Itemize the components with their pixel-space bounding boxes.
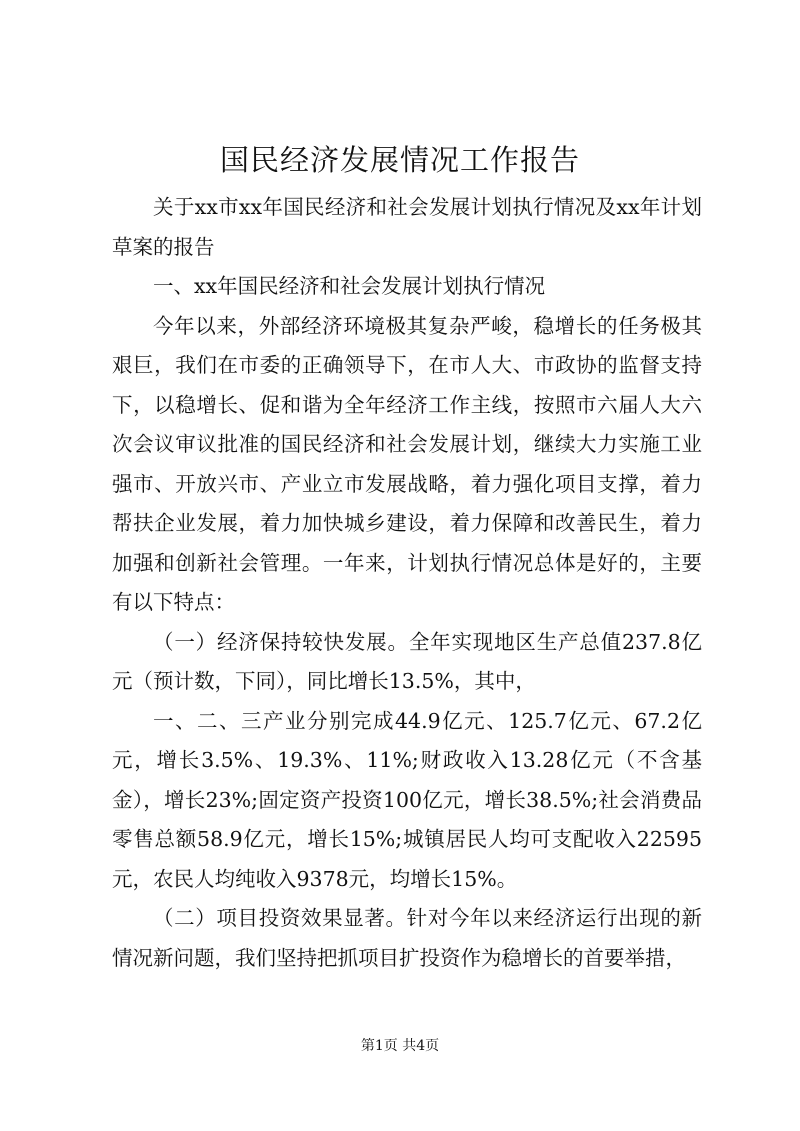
page-title: 国民经济发展情况工作报告 <box>219 143 580 177</box>
paragraph-section-one-heading: 一、xx年国民经济和社会发展计划执行情况 <box>153 274 546 298</box>
page-number-footer: 第1页 共4页 <box>360 1038 440 1054</box>
paragraph-economic-growth: （一）经济保持较快发展。全年实现地区生产总值237.8亿元（预计数，下同），同比增长13.5%，其中， <box>112 629 702 693</box>
paragraph-industry-figures: 一、二、三产业分别完成44.9亿元、125.7亿元、67.2亿元，增长3.5%、19.3%、11%;财政收入13.28亿元（不含基金），增长23%;固定资产投资100亿元，增长38.5%;社会消费品零售总额58.9亿元，增长15%;城镇居民人均可支配收入22595元，农民人均纯收入9378元，均增长15%。 <box>112 708 702 891</box>
paragraph-overview: 今年以来，外部经济环境极其复杂严峻，稳增长的任务极其艰巨，我们在市委的正确领导下，在市人大、市政协的监督支持下，以稳增长、促和谐为全年经济工作主线，按照市六届人大六次会议审议批准的国民经济和社会发展计划，继续大力实施工业强市、开放兴市、产业立市发展战略，着力强化项目支撑，着力帮扶企业发展，着力加快城乡建设，着力保障和改善民生，着力加强和创新社会管理。一年来，计划执行情况总体是好的，主要有以下特点： <box>112 313 702 614</box>
document-body <box>112 188 702 978</box>
paragraph-report-heading: 关于xx市xx年国民经济和社会发展计划执行情况及xx年计划草案的报告 <box>112 195 702 259</box>
paragraph-project-investment: （二）项目投资效果显著。针对今年以来经济运行出现的新情况新问题，我们坚持把抓项目扩投资作为稳增长的首要举措， <box>112 906 702 970</box>
